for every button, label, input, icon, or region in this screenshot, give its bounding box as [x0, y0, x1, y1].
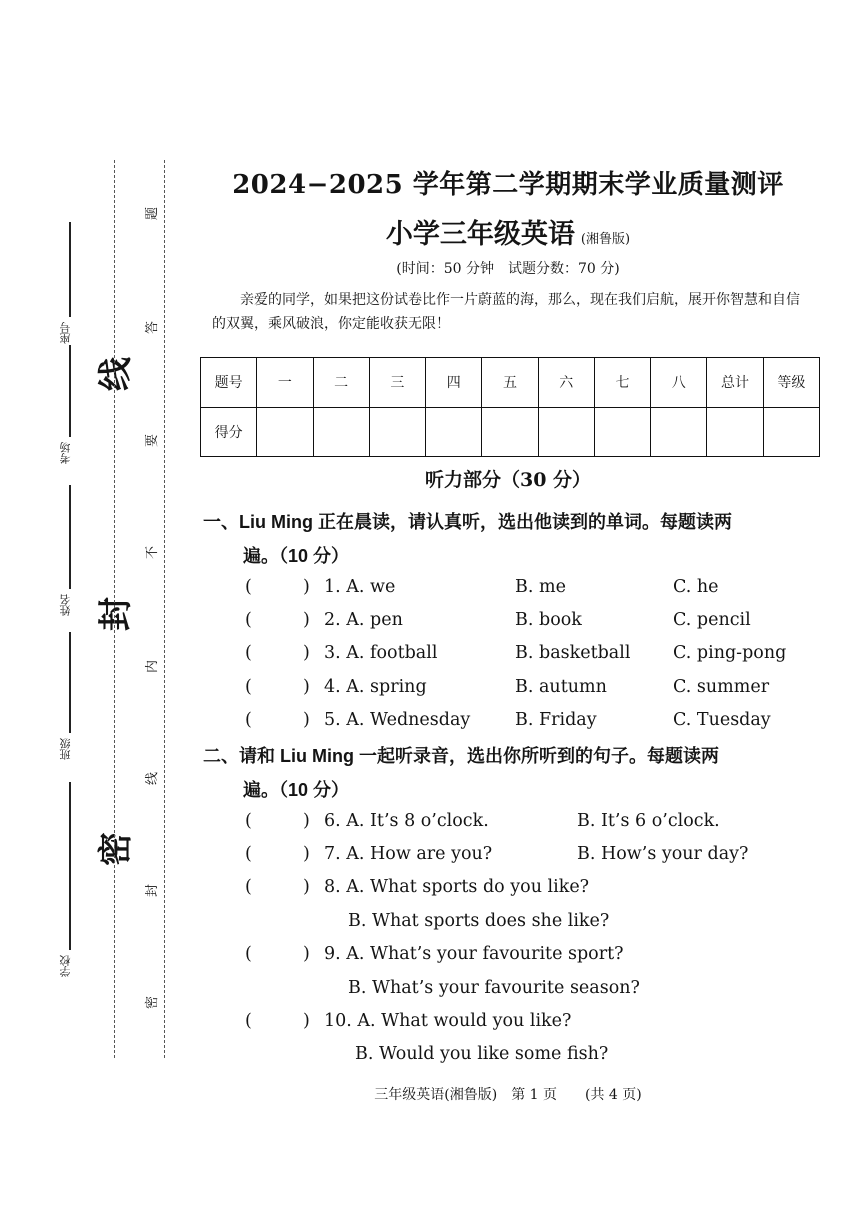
notice-char: 线 [145, 771, 161, 786]
answer-paren-open: ( [245, 643, 252, 663]
listening-section-title: 听力部分（30 分） [424, 469, 592, 491]
answer-paren-open: ( [245, 610, 252, 630]
answer-paren-open: ( [245, 677, 252, 697]
answer-paren-open: ( [245, 944, 252, 964]
score-header-cell: 八 [651, 358, 707, 408]
option-c: C. Tuesday [673, 710, 771, 730]
score-cell[interactable] [707, 407, 763, 457]
q1-instruction-line1: 一、Liu Ming 正在晨读，请认真听，选出他读到的单词。每题读两 [203, 512, 732, 532]
notice-char: 要 [145, 433, 161, 448]
option-a: 3. A. football [324, 643, 438, 663]
score-table-header-row [201, 358, 820, 408]
answer-blank[interactable]: ) [303, 877, 310, 897]
answer-paren-open: ( [245, 1011, 252, 1031]
notice-char: 封 [145, 883, 161, 898]
score-cell[interactable] [763, 407, 819, 457]
score-row-label: 得分 [201, 407, 257, 457]
field-label-room: 考场 [59, 442, 72, 464]
score-cell[interactable] [369, 407, 425, 457]
option-a: 10. A. What would you like? [324, 1011, 572, 1031]
name-line[interactable] [69, 485, 71, 589]
score-cell[interactable] [313, 407, 369, 457]
notice-char: 题 [145, 206, 161, 221]
score-header-cell: 等级 [763, 358, 819, 408]
option-b: B. basketball [515, 643, 631, 663]
score-header-cell: 六 [538, 358, 594, 408]
option-b: B. Would you like some fish? [355, 1044, 609, 1064]
cut-line-outer [114, 160, 115, 1058]
score-cell[interactable] [538, 407, 594, 457]
answer-paren-open: ( [245, 844, 252, 864]
option-c: C. he [673, 577, 719, 597]
option-c: C. pencil [673, 610, 751, 630]
option-a: 1. A. we [324, 577, 396, 597]
option-a: 6. A. It’s 8 o’clock. [324, 811, 489, 831]
score-header-cell: 总计 [707, 358, 763, 408]
exam-title: 2024−2025 学年第二学期期末学业质量测评 [232, 170, 784, 200]
option-b: B. book [515, 610, 582, 630]
answer-blank[interactable]: ) [303, 677, 310, 697]
answer-blank[interactable]: ) [303, 610, 310, 630]
school-line[interactable] [69, 782, 71, 950]
q2-instruction-line1: 二、请和 Liu Ming 一起听录音，选出你所听到的句子。每题读两 [203, 746, 719, 766]
subject-title: 小学三年级英语 [385, 219, 575, 250]
score-cell[interactable] [594, 407, 650, 457]
score-header-cell: 一 [257, 358, 313, 408]
field-label-seat: 座号 [59, 322, 72, 344]
seal-char-mi: 密 [96, 832, 136, 866]
page-footer: 三年级英语(湘鲁版) 第 1 页 (共 4 页) [374, 1087, 642, 1103]
option-b: B. What sports does she like? [348, 911, 610, 931]
q1-instructions [203, 505, 823, 573]
score-header-cell: 四 [426, 358, 482, 408]
option-a: 7. A. How are you? [324, 844, 493, 864]
option-b: B. What’s your favourite season? [348, 978, 640, 998]
time-info: (时间：50 分钟 试题分数：70 分) [396, 261, 620, 277]
notice-char: 密 [145, 995, 161, 1010]
option-b: B. How’s your day? [577, 844, 749, 864]
edition-label: (湘鲁版) [580, 232, 631, 247]
q1-instruction-line2: 遍。（10 分） [243, 546, 350, 566]
q2-instructions [203, 739, 823, 807]
cut-line-inner [164, 160, 165, 1058]
notice-char: 答 [145, 320, 161, 335]
answer-paren-open: ( [245, 811, 252, 831]
score-header-cell: 七 [594, 358, 650, 408]
score-cell[interactable] [257, 407, 313, 457]
option-a: 8. A. What sports do you like? [324, 877, 590, 897]
score-table-score-row [201, 407, 820, 457]
field-label-name: 姓名 [59, 594, 72, 616]
seal-char-feng: 封 [96, 597, 136, 631]
score-cell[interactable] [426, 407, 482, 457]
score-table [200, 357, 820, 457]
option-a: 9. A. What’s your favourite sport? [324, 944, 624, 964]
option-b: B. autumn [515, 677, 607, 697]
score-header-cell: 三 [369, 358, 425, 408]
score-cell[interactable] [651, 407, 707, 457]
room-line[interactable] [69, 345, 71, 437]
intro-text: 亲爱的同学，如果把这份试卷比作一片蔚蓝的海，那么，现在我们启航，展开你智慧和自信的双翼，乘风破浪，你定能收获无限！ [212, 292, 800, 332]
class-line[interactable] [69, 632, 71, 733]
option-a: 2. A. pen [324, 610, 403, 630]
seal-char-xian: 线 [96, 357, 136, 391]
score-header-cell: 五 [482, 358, 538, 408]
q2-instruction-line2: 遍。（10 分） [243, 780, 350, 800]
option-c: C. summer [673, 677, 770, 697]
option-a: 4. A. spring [324, 677, 427, 697]
answer-blank[interactable]: ) [303, 944, 310, 964]
option-c: C. ping-pong [673, 643, 787, 663]
notice-char: 不 [145, 545, 161, 560]
option-a: 5. A. Wednesday [324, 710, 471, 730]
score-header-cell: 二 [313, 358, 369, 408]
field-label-class: 班级 [59, 738, 72, 760]
answer-blank[interactable]: ) [303, 1011, 310, 1031]
answer-blank[interactable]: ) [303, 710, 310, 730]
answer-paren-open: ( [245, 710, 252, 730]
score-header-cell: 题号 [201, 358, 257, 408]
answer-paren-open: ( [245, 577, 252, 597]
answer-paren-open: ( [245, 877, 252, 897]
option-b: B. me [515, 577, 566, 597]
option-b: B. It’s 6 o’clock. [577, 811, 720, 831]
answer-blank[interactable]: ) [303, 643, 310, 663]
notice-char: 内 [145, 659, 161, 674]
score-cell[interactable] [482, 407, 538, 457]
exam-subtitle [0, 212, 860, 251]
option-b: B. Friday [515, 710, 597, 730]
answer-blank[interactable]: ) [303, 577, 310, 597]
field-label-school: 学校 [59, 955, 72, 977]
answer-blank[interactable]: ) [303, 811, 310, 831]
answer-blank[interactable]: ) [303, 844, 310, 864]
